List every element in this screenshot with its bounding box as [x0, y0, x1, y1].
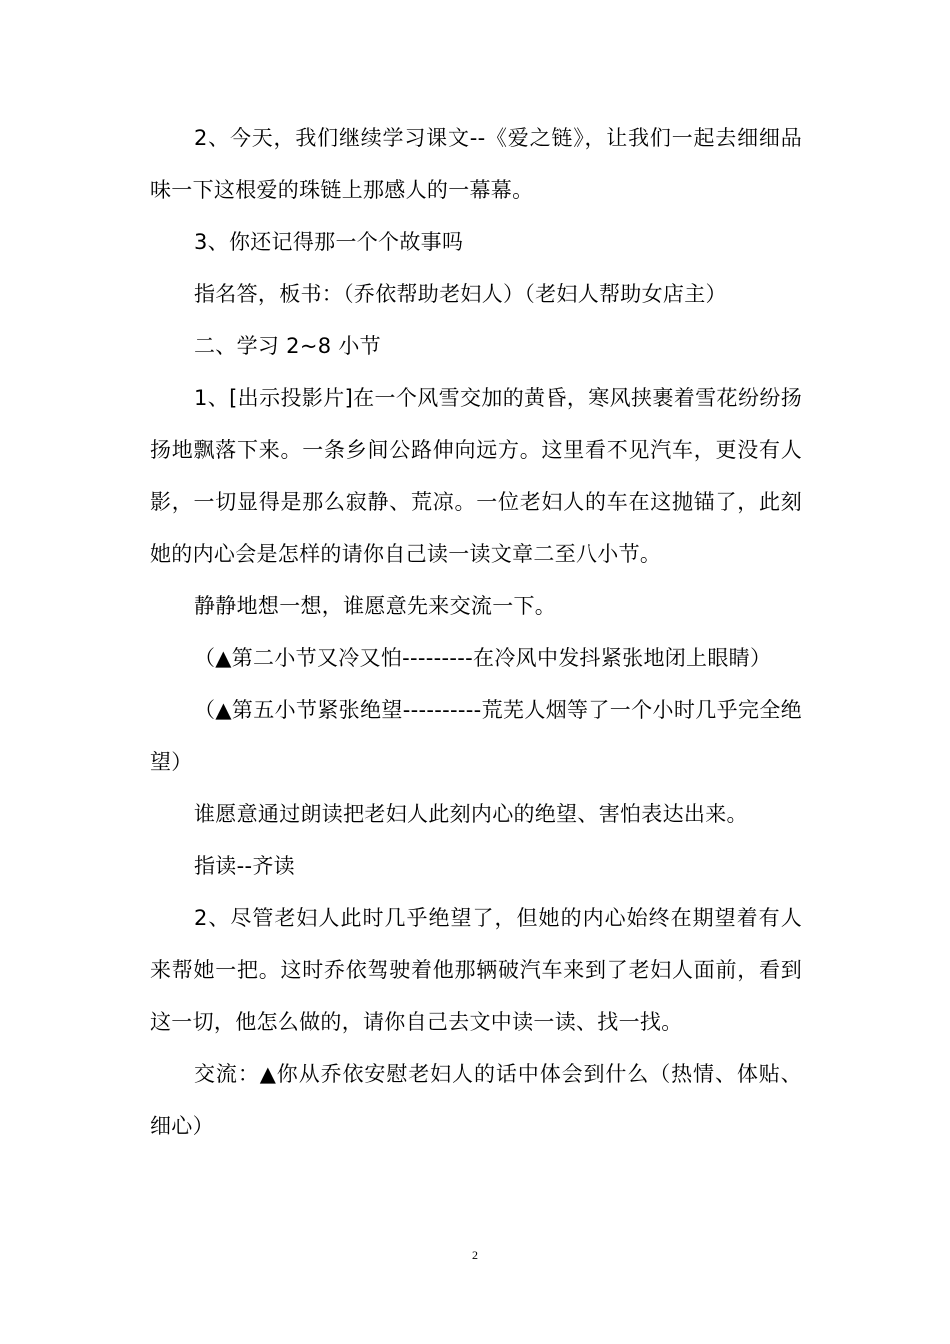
paragraph-read-aloud: 谁愿意通过朗读把老妇人此刻内心的绝望、害怕表达出来。	[194, 802, 748, 826]
paragraph-joey-arrives: 2、尽管老妇人此时几乎绝望了，但她的内心始终在期望着有人来帮她一把。这时乔依驾驶着他那辆破汽车来到了老妇人面前，看到这一切，他怎么做的，请你自己去文中读一读、找一找。	[150, 906, 802, 1034]
page-number: 2	[472, 1248, 478, 1262]
paragraph-story-question: 3、你还记得那一个个故事吗	[194, 230, 464, 254]
paragraph-reading-mode: 指读--齐读	[194, 854, 295, 878]
paragraph-reflect: 静静地想一想，谁愿意先来交流一下。	[194, 594, 557, 618]
paragraph-projection: 1、[出示投影片]在一个风雪交加的黄昏，寒风挟裹着雪花纷纷扬扬地飘落下来。一条乡间公路伸向远方。这里看不见汽车，更没有人影，一切显得是那么寂静、荒凉。一位老妇人的车在这抛锚了，此刻她的内心会是怎样的请你自己读一读文章二至八小节。	[150, 386, 802, 566]
paragraph-blackboard: 指名答，板书：（乔依帮助老妇人）（老妇人帮助女店主）	[194, 282, 727, 306]
note-section-five: （▲第五小节紧张绝望----------荒芜人烟等了一个小时几乎完全绝望）	[150, 698, 802, 774]
document-body	[150, 112, 802, 1152]
section-heading: 二、学习 2~8 小节	[194, 334, 381, 358]
paragraph-lesson-intro: 2、今天，我们继续学习课文--《爱之链》，让我们一起去细细品味一下这根爱的珠链上那感人的一幕幕。	[150, 126, 802, 202]
note-section-two: （▲第二小节又冷又怕---------在冷风中发抖紧张地闭上眼睛）	[194, 646, 772, 670]
paragraph-discussion: 交流：▲你从乔依安慰老妇人的话中体会到什么（热情、体贴、细心）	[150, 1062, 802, 1138]
